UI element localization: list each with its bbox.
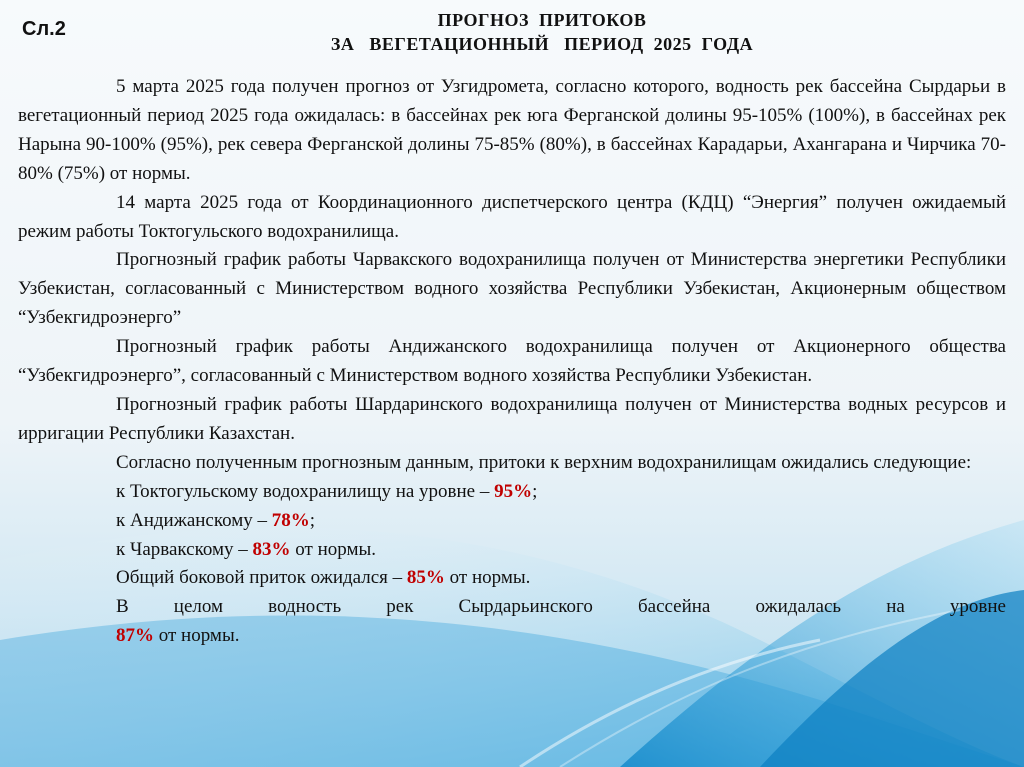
total-water-line	[18, 593, 1006, 622]
andijan-label: к Андижанскому –	[116, 509, 272, 531]
total-label: В целом водность рек Сырдарьинского бассейна ожидалась на уровне	[116, 596, 1006, 618]
paragraph-charvak-schedule: Прогнозный график работы Чарвакского водохранилища получен от Министерства энергетики Республики Узбекистан, согласованный с Министерством водного хозяйства Республики Узбекистан, Акционерным обществом “Узбекгидроэнерго”	[18, 249, 1006, 329]
total-value: 87%	[116, 625, 154, 647]
toktogul-inflow-line	[18, 478, 1006, 507]
andijan-value: 78%	[271, 509, 310, 531]
lateral-inflow-line	[18, 564, 1006, 593]
paragraph-shardara-schedule: Прогнозный график работы Шардаринского водохранилища получен от Министерства водных ресурсов и ирригации Республики Казахстан.	[18, 393, 1006, 444]
total-suffix: от нормы.	[154, 625, 240, 647]
total-value-line	[18, 622, 1006, 651]
body-text	[18, 73, 1006, 651]
charvak-inflow-line	[18, 536, 1006, 565]
paragraph-uzhydromet-forecast: 5 марта 2025 года получен прогноз от Узгидромета, согласно которого, водность рек бассейна Сырдарьи в вегетационный период 2025 года ожидалась: в бассейнах рек юга Ферганской долины 95-105% (100%), в бассейнах рек Нарына 90-100% (95%), рек севера Ферганской долины 75-85% (80%), в бассейнах Карадарьи, Ахангарана и Чирчика 70-80% (75%) от нормы.	[18, 76, 1006, 184]
lateral-value: 85%	[406, 567, 445, 589]
slide-number: Сл.2	[22, 18, 66, 40]
lateral-label: Общий боковой приток ожидался –	[116, 567, 407, 589]
charvak-suffix: от нормы.	[290, 538, 377, 560]
paragraph-andijan-schedule: Прогнозный график работы Андижанского водохранилища получен от Акционерного общества “Узбекгидроэнерго”, согласованный с Министерством водного хозяйства Республики Узбекистан.	[18, 336, 1006, 387]
andijan-suffix: ;	[309, 509, 316, 531]
title-line-1: ПРОГНОЗ ПРИТОКОВ	[437, 10, 647, 30]
toktogul-label: к Токтогульскому водохранилищу на уровне –	[116, 480, 495, 502]
lateral-suffix: от нормы.	[444, 567, 531, 589]
toktogul-suffix: ;	[532, 480, 538, 502]
toktogul-value: 95%	[494, 480, 533, 502]
charvak-label: к Чарвакскому –	[116, 538, 253, 560]
charvak-value: 83%	[252, 538, 291, 560]
title-line-2: ЗА ВЕГЕТАЦИОННЫЙ ПЕРИОД 2025 ГОДА	[330, 34, 754, 54]
paragraph-toktogul-regime: 14 марта 2025 года от Координационного диспетчерского центра (КДЦ) “Энергия” получен ожидаемый режим работы Токтогульского водохранилища.	[18, 191, 1006, 242]
paragraph-inflow-intro: Согласно полученным прогнозным данным, притоки к верхним водохранилищам ожидались следующие:	[116, 451, 972, 473]
page-title	[0, 8, 1024, 56]
andijan-inflow-line	[18, 507, 1006, 536]
